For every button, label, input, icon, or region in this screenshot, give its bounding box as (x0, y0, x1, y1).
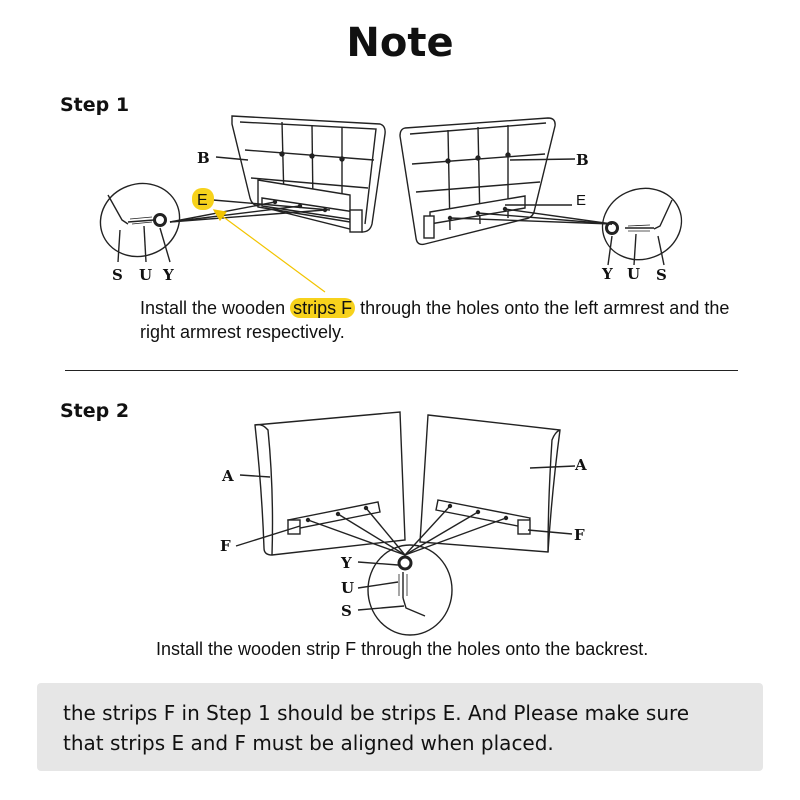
section-divider (65, 370, 738, 371)
step1-caption-before: Install the wooden (140, 298, 291, 318)
label-u-left: U (139, 266, 153, 284)
label-y-step2: Y (341, 554, 352, 572)
note-text (63, 698, 753, 758)
right-armrest-drawing (400, 118, 692, 271)
step1-caption-after: through the holes onto the left armrest and the right armrest respectively. (140, 298, 730, 342)
step2-hardware-drawing (308, 506, 506, 635)
label-e-right: E (576, 192, 587, 209)
label-b-left: B (197, 149, 210, 167)
step1-caption (140, 296, 760, 344)
step1-caption-highlight: strips F (290, 298, 355, 318)
label-e-left: E (197, 192, 208, 209)
label-a-right: A (575, 456, 587, 474)
label-y-right: Y (602, 265, 613, 283)
note-box (37, 683, 763, 771)
label-y-left: Y (163, 266, 174, 284)
label-b-right: B (576, 151, 589, 169)
label-u-right: U (627, 265, 641, 283)
note-line-1: the strips F in Step 1 should be strips E. And Please make sure (63, 701, 690, 725)
step2-label: Step 2 (60, 400, 130, 422)
label-f-right: F (574, 526, 585, 544)
left-armrest-drawing (90, 116, 385, 268)
step2-caption: Install the wooden strip F through the holes onto the backrest. (156, 639, 649, 659)
label-a-left: A (222, 467, 234, 485)
callout-arrow (214, 210, 325, 292)
left-back-panel-drawing (236, 412, 405, 555)
right-back-panel-drawing (420, 415, 575, 552)
label-f-left: F (220, 537, 231, 555)
step1-label: Step 1 (60, 94, 130, 116)
label-s-left: S (112, 266, 123, 284)
note-line-2: that strips E and F must be aligned when placed. (63, 731, 554, 755)
label-s-step2: S (341, 602, 352, 620)
page-title: Note (346, 20, 454, 66)
label-s-right: S (656, 266, 667, 284)
label-u-step2: U (341, 579, 355, 597)
